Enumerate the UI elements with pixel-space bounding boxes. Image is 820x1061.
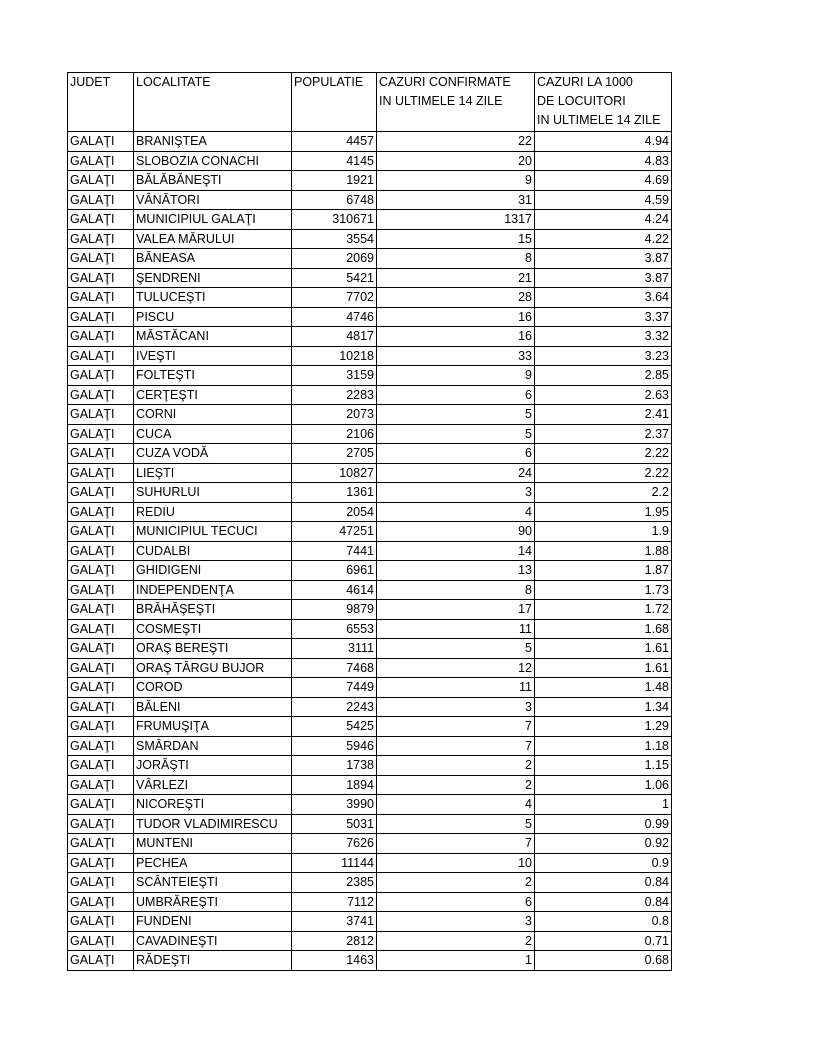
cell-cazuri-confirmate: 3 [377,697,535,717]
cell-cazuri-la-1000: 2.37 [535,424,672,444]
table-row [68,463,672,483]
cell-judet: GALAŢI [68,307,134,327]
cell-cazuri-la-1000: 4.83 [535,151,672,171]
cell-localitate: FRUMUŞIŢA [134,717,292,737]
table-row [68,912,672,932]
cell-cazuri-la-1000: 1.9 [535,522,672,542]
cell-localitate: ŞENDRENI [134,268,292,288]
cell-populatie: 3159 [292,366,377,386]
cell-cazuri-confirmate: 4 [377,795,535,815]
table-row [68,229,672,249]
column-header-line: CAZURI LA 1000 [537,75,633,89]
header-row [68,73,672,132]
cell-cazuri-la-1000: 1.87 [535,561,672,581]
cell-judet: GALAŢI [68,951,134,971]
cell-judet: GALAŢI [68,190,134,210]
cell-judet: GALAŢI [68,210,134,230]
cell-cazuri-confirmate: 31 [377,190,535,210]
column-header-localitate [134,73,292,132]
cell-localitate: MĂSTĂCANI [134,327,292,347]
cell-cazuri-la-1000: 1.34 [535,697,672,717]
column-header-line: POPULATIE [294,75,364,89]
table-row [68,561,672,581]
cell-populatie: 10827 [292,463,377,483]
cell-judet: GALAŢI [68,346,134,366]
cell-judet: GALAŢI [68,463,134,483]
cell-judet: GALAŢI [68,444,134,464]
cell-populatie: 4457 [292,132,377,152]
cell-judet: GALAŢI [68,366,134,386]
cell-cazuri-la-1000: 0.99 [535,814,672,834]
cell-cazuri-confirmate: 7 [377,834,535,854]
table-row [68,834,672,854]
cell-judet: GALAŢI [68,717,134,737]
table-row [68,814,672,834]
cell-localitate: ORAŞ TÂRGU BUJOR [134,658,292,678]
cell-localitate: ORAŞ BEREŞTI [134,639,292,659]
cell-populatie: 10218 [292,346,377,366]
table-row [68,541,672,561]
cell-populatie: 4614 [292,580,377,600]
cell-cazuri-la-1000: 3.37 [535,307,672,327]
cell-localitate: COSMEŞTI [134,619,292,639]
cell-localitate: BRANIŞTEA [134,132,292,152]
cell-localitate: CUZA VODĂ [134,444,292,464]
cell-populatie: 6748 [292,190,377,210]
cell-populatie: 1738 [292,756,377,776]
table-row [68,931,672,951]
table-row [68,366,672,386]
table-row [68,385,672,405]
cell-cazuri-la-1000: 0.92 [535,834,672,854]
cell-populatie: 1463 [292,951,377,971]
cell-cazuri-la-1000: 4.59 [535,190,672,210]
cell-cazuri-confirmate: 6 [377,892,535,912]
cell-localitate: UMBRĂREŞTI [134,892,292,912]
cell-judet: GALAŢI [68,814,134,834]
cell-cazuri-confirmate: 14 [377,541,535,561]
cell-cazuri-confirmate: 90 [377,522,535,542]
cell-cazuri-la-1000: 0.8 [535,912,672,932]
cell-cazuri-confirmate: 13 [377,561,535,581]
cell-judet: GALAŢI [68,600,134,620]
cell-judet: GALAŢI [68,385,134,405]
table-row [68,249,672,269]
cell-cazuri-confirmate: 2 [377,873,535,893]
table-row [68,151,672,171]
table-row [68,444,672,464]
cell-populatie: 3741 [292,912,377,932]
cell-populatie: 5421 [292,268,377,288]
column-header-line: IN ULTIMELE 14 ZILE [537,113,661,127]
cell-populatie: 5425 [292,717,377,737]
cell-localitate: SUHURLUI [134,483,292,503]
cell-cazuri-la-1000: 3.64 [535,288,672,308]
cell-cazuri-confirmate: 6 [377,385,535,405]
cell-cazuri-la-1000: 0.9 [535,853,672,873]
cell-judet: GALAŢI [68,424,134,444]
cell-cazuri-confirmate: 24 [377,463,535,483]
cell-judet: GALAŢI [68,171,134,191]
cell-cazuri-la-1000: 0.84 [535,892,672,912]
cell-cazuri-confirmate: 20 [377,151,535,171]
cell-cazuri-confirmate: 1 [377,951,535,971]
cell-cazuri-la-1000: 4.24 [535,210,672,230]
cell-localitate: REDIU [134,502,292,522]
cell-judet: GALAŢI [68,834,134,854]
cell-cazuri-la-1000: 2.41 [535,405,672,425]
cell-judet: GALAŢI [68,775,134,795]
cell-judet: GALAŢI [68,678,134,698]
cell-judet: GALAŢI [68,249,134,269]
cell-populatie: 3554 [292,229,377,249]
cell-localitate: RĂDEŞTI [134,951,292,971]
cell-cazuri-la-1000: 1.61 [535,658,672,678]
cell-cazuri-la-1000: 1.72 [535,600,672,620]
cell-cazuri-confirmate: 3 [377,483,535,503]
cases-table [67,72,672,971]
cell-populatie: 3111 [292,639,377,659]
cell-cazuri-la-1000: 4.69 [535,171,672,191]
cell-populatie: 1921 [292,171,377,191]
cell-cazuri-confirmate: 28 [377,288,535,308]
cell-cazuri-confirmate: 4 [377,502,535,522]
cell-localitate: CUCA [134,424,292,444]
cell-populatie: 1361 [292,483,377,503]
cell-populatie: 3990 [292,795,377,815]
table-row [68,288,672,308]
cell-populatie: 11144 [292,853,377,873]
cell-populatie: 7626 [292,834,377,854]
table-row [68,951,672,971]
cell-cazuri-confirmate: 5 [377,814,535,834]
cell-judet: GALAŢI [68,405,134,425]
table-row [68,171,672,191]
cell-judet: GALAŢI [68,756,134,776]
cell-cazuri-confirmate: 5 [377,639,535,659]
cell-localitate: VÂNĂTORI [134,190,292,210]
column-header-cazuri-la-1000 [535,73,672,132]
table-row [68,697,672,717]
cell-judet: GALAŢI [68,736,134,756]
cell-cazuri-la-1000: 1 [535,795,672,815]
cell-judet: GALAŢI [68,483,134,503]
cell-cazuri-confirmate: 1317 [377,210,535,230]
cell-localitate: BĂLĂBĂNEŞTI [134,171,292,191]
cell-localitate: NICOREŞTI [134,795,292,815]
cell-cazuri-la-1000: 0.68 [535,951,672,971]
cell-populatie: 6553 [292,619,377,639]
cell-localitate: FUNDENI [134,912,292,932]
cell-cazuri-la-1000: 2.22 [535,463,672,483]
cell-localitate: SMÂRDAN [134,736,292,756]
cell-localitate: BRĂHĂŞEŞTI [134,600,292,620]
cell-populatie: 7468 [292,658,377,678]
cell-cazuri-la-1000: 1.06 [535,775,672,795]
cell-populatie: 5031 [292,814,377,834]
cell-judet: GALAŢI [68,229,134,249]
cell-localitate: VALEA MĂRULUI [134,229,292,249]
cell-cazuri-confirmate: 11 [377,678,535,698]
cell-judet: GALAŢI [68,697,134,717]
table-row [68,502,672,522]
cell-cazuri-confirmate: 15 [377,229,535,249]
cell-populatie: 7112 [292,892,377,912]
cell-localitate: SLOBOZIA CONACHI [134,151,292,171]
cell-cazuri-la-1000: 4.22 [535,229,672,249]
cell-populatie: 7702 [292,288,377,308]
table-row [68,424,672,444]
cell-judet: GALAŢI [68,151,134,171]
cell-localitate: SCÂNTEIEŞTI [134,873,292,893]
table-row [68,405,672,425]
table-row [68,717,672,737]
table-row [68,639,672,659]
table-row [68,307,672,327]
cell-populatie: 2385 [292,873,377,893]
cell-cazuri-la-1000: 2.2 [535,483,672,503]
cell-judet: GALAŢI [68,268,134,288]
table-row [68,210,672,230]
cell-judet: GALAŢI [68,580,134,600]
cell-populatie: 2106 [292,424,377,444]
cell-cazuri-la-1000: 2.63 [535,385,672,405]
table-row [68,346,672,366]
cell-localitate: GHIDIGENI [134,561,292,581]
cell-localitate: TUDOR VLADIMIRESCU [134,814,292,834]
cell-populatie: 2812 [292,931,377,951]
cell-judet: GALAŢI [68,132,134,152]
cell-judet: GALAŢI [68,541,134,561]
cell-judet: GALAŢI [68,561,134,581]
cell-cazuri-la-1000: 1.73 [535,580,672,600]
cell-cazuri-la-1000: 2.22 [535,444,672,464]
column-header-line: JUDET [70,75,111,89]
cell-cazuri-la-1000: 0.71 [535,931,672,951]
table-row [68,775,672,795]
cell-localitate: COROD [134,678,292,698]
cell-populatie: 4145 [292,151,377,171]
cell-cazuri-la-1000: 1.18 [535,736,672,756]
cell-localitate: CERŢEŞTI [134,385,292,405]
cell-populatie: 9879 [292,600,377,620]
cell-cazuri-la-1000: 1.68 [535,619,672,639]
table-row [68,268,672,288]
cell-judet: GALAŢI [68,522,134,542]
cell-judet: GALAŢI [68,795,134,815]
cell-cazuri-la-1000: 1.95 [535,502,672,522]
table-row [68,795,672,815]
cell-judet: GALAŢI [68,873,134,893]
cell-localitate: IVEŞTI [134,346,292,366]
cell-judet: GALAŢI [68,853,134,873]
cell-cazuri-la-1000: 0.84 [535,873,672,893]
cell-cazuri-confirmate: 5 [377,424,535,444]
cell-cazuri-confirmate: 12 [377,658,535,678]
cell-populatie: 1894 [292,775,377,795]
cell-cazuri-confirmate: 2 [377,756,535,776]
cell-cazuri-confirmate: 8 [377,580,535,600]
cell-cazuri-confirmate: 33 [377,346,535,366]
cell-localitate: LIEŞTI [134,463,292,483]
cell-judet: GALAŢI [68,619,134,639]
cell-populatie: 2283 [292,385,377,405]
table-row [68,678,672,698]
cell-cazuri-la-1000: 3.87 [535,249,672,269]
table-row [68,190,672,210]
cell-cazuri-confirmate: 9 [377,171,535,191]
cell-judet: GALAŢI [68,639,134,659]
column-header-line: CAZURI CONFIRMATE [379,75,511,89]
cell-cazuri-confirmate: 2 [377,775,535,795]
cell-populatie: 7441 [292,541,377,561]
table-row [68,580,672,600]
cell-populatie: 47251 [292,522,377,542]
cell-localitate: MUNICIPIUL TECUCI [134,522,292,542]
cell-localitate: INDEPENDENŢA [134,580,292,600]
table-row [68,892,672,912]
column-header-populatie [292,73,377,132]
cell-cazuri-confirmate: 5 [377,405,535,425]
cell-localitate: BĂNEASA [134,249,292,269]
cell-populatie: 7449 [292,678,377,698]
cell-cazuri-la-1000: 1.15 [535,756,672,776]
cell-cazuri-la-1000: 2.85 [535,366,672,386]
cell-cazuri-confirmate: 16 [377,327,535,347]
cell-localitate: JORĂŞTI [134,756,292,776]
cell-localitate: CAVADINEŞTI [134,931,292,951]
cell-cazuri-la-1000: 3.23 [535,346,672,366]
cell-cazuri-la-1000: 3.87 [535,268,672,288]
cell-judet: GALAŢI [68,912,134,932]
table-row [68,132,672,152]
cell-populatie: 5946 [292,736,377,756]
cell-cazuri-confirmate: 10 [377,853,535,873]
cell-localitate: PISCU [134,307,292,327]
cell-cazuri-confirmate: 11 [377,619,535,639]
cell-judet: GALAŢI [68,327,134,347]
cell-cazuri-confirmate: 17 [377,600,535,620]
cell-localitate: CORNI [134,405,292,425]
cell-populatie: 2054 [292,502,377,522]
cell-cazuri-confirmate: 9 [377,366,535,386]
cell-localitate: TULUCEŞTI [134,288,292,308]
cell-populatie: 2243 [292,697,377,717]
cell-cazuri-la-1000: 1.61 [535,639,672,659]
cell-cazuri-la-1000: 1.88 [535,541,672,561]
cell-localitate: PECHEA [134,853,292,873]
cell-cazuri-confirmate: 2 [377,931,535,951]
cell-judet: GALAŢI [68,931,134,951]
cell-judet: GALAŢI [68,892,134,912]
table-row [68,327,672,347]
cell-populatie: 4746 [292,307,377,327]
cell-cazuri-la-1000: 3.32 [535,327,672,347]
table-row [68,600,672,620]
cell-populatie: 6961 [292,561,377,581]
cell-cazuri-confirmate: 21 [377,268,535,288]
cell-localitate: MUNTENI [134,834,292,854]
cell-localitate: BĂLENI [134,697,292,717]
column-header-line: IN ULTIMELE 14 ZILE [379,94,503,108]
table-row [68,483,672,503]
cell-judet: GALAŢI [68,502,134,522]
cell-cazuri-confirmate: 7 [377,736,535,756]
column-header-line: DE LOCUITORI [537,94,626,108]
table-row [68,736,672,756]
table-row [68,522,672,542]
cell-populatie: 2705 [292,444,377,464]
table-row [68,756,672,776]
column-header-judet [68,73,134,132]
table-body [68,132,672,971]
cell-cazuri-confirmate: 3 [377,912,535,932]
cell-cazuri-la-1000: 1.29 [535,717,672,737]
cell-populatie: 2073 [292,405,377,425]
table-header [68,73,672,132]
cell-cazuri-la-1000: 4.94 [535,132,672,152]
cell-populatie: 4817 [292,327,377,347]
table-row [68,619,672,639]
cell-cazuri-confirmate: 22 [377,132,535,152]
table-row [68,853,672,873]
cell-judet: GALAŢI [68,658,134,678]
column-header-line: LOCALITATE [136,75,211,89]
cell-populatie: 310671 [292,210,377,230]
cell-judet: GALAŢI [68,288,134,308]
cell-localitate: VÂRLEZI [134,775,292,795]
cell-cazuri-confirmate: 16 [377,307,535,327]
cell-cazuri-confirmate: 6 [377,444,535,464]
cell-localitate: MUNICIPIUL GALAŢI [134,210,292,230]
cell-cazuri-confirmate: 8 [377,249,535,269]
cell-localitate: FOLTEŞTI [134,366,292,386]
cell-cazuri-confirmate: 7 [377,717,535,737]
cell-localitate: CUDALBI [134,541,292,561]
cell-populatie: 2069 [292,249,377,269]
cell-cazuri-la-1000: 1.48 [535,678,672,698]
column-header-cazuri-confirmate [377,73,535,132]
table-row [68,873,672,893]
table-row [68,658,672,678]
